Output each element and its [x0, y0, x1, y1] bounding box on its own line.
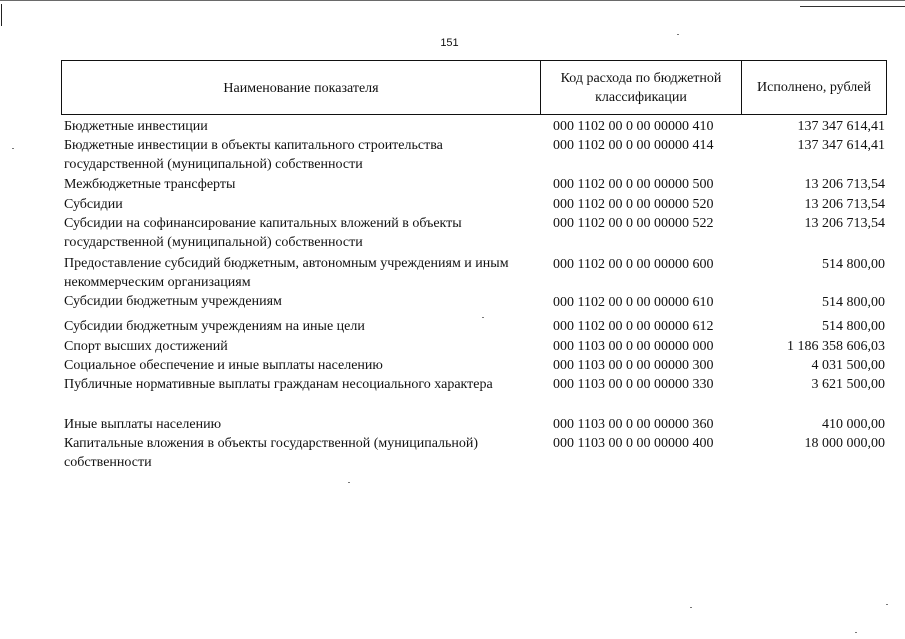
row-name: Иные выплаты населению	[64, 417, 222, 432]
row-amount: 410 000,00	[822, 417, 885, 432]
row-name: Капитальные вложения в объекты государственной (муниципальной) собственности	[64, 436, 479, 470]
row-code: 000 1102 00 0 00 00000 522	[553, 216, 714, 231]
row-amount: 514 800,00	[822, 257, 885, 272]
scan-speck	[348, 482, 350, 483]
row-code: 000 1103 00 0 00 00000 360	[553, 417, 714, 432]
row-amount: 13 206 713,54	[804, 197, 885, 212]
row-code: 000 1103 00 0 00 00000 000	[553, 339, 714, 354]
row-amount: 4 031 500,00	[811, 358, 885, 373]
row-code: 000 1102 00 0 00 00000 520	[553, 197, 714, 212]
column-header-executed: Исполнено, рублей	[757, 80, 871, 95]
row-amount: 18 000 000,00	[804, 436, 885, 451]
row-name: Субсидии на софинансирование капитальных вложений в объекты государственной (муниципальной) собственности	[64, 216, 462, 250]
row-amount: 514 800,00	[822, 295, 885, 310]
row-amount: 137 347 614,41	[797, 138, 885, 153]
row-code: 000 1102 00 0 00 00000 612	[553, 319, 714, 334]
row-name: Бюджетные инвестиции в объекты капитального строительства государственной (муниципальной) собственности	[64, 138, 443, 172]
scan-speck	[855, 632, 857, 633]
page-number: 151	[440, 37, 459, 49]
row-code: 000 1102 00 0 00 00000 410	[553, 119, 714, 134]
row-name: Межбюджетные трансферты	[64, 177, 236, 192]
row-code: 000 1102 00 0 00 00000 600	[553, 257, 714, 272]
row-name: Субсидии бюджетным учреждениям	[64, 294, 282, 309]
row-amount: 1 186 358 606,03	[787, 339, 885, 354]
row-amount: 514 800,00	[822, 319, 885, 334]
scan-speck	[677, 34, 679, 35]
scan-speck	[12, 148, 14, 149]
row-name: Субсидии бюджетным учреждениям на иные цели	[64, 319, 365, 334]
row-name: Предоставление субсидий бюджетным, автономным учреждениям и иным некоммерческим организациям	[64, 256, 509, 290]
scan-edge-mark	[1, 4, 2, 26]
row-code: 000 1103 00 0 00 00000 300	[553, 358, 714, 373]
scan-speck	[886, 604, 888, 605]
table-header	[61, 60, 887, 115]
row-amount: 13 206 713,54	[804, 177, 885, 192]
row-name: Бюджетные инвестиции	[64, 119, 208, 134]
row-code: 000 1103 00 0 00 00000 400	[553, 436, 714, 451]
row-code: 000 1102 00 0 00 00000 610	[553, 295, 714, 310]
row-amount: 13 206 713,54	[804, 216, 885, 231]
row-name: Социальное обеспечение и иные выплаты населению	[64, 358, 383, 373]
row-code: 000 1103 00 0 00 00000 330	[553, 377, 714, 392]
scan-speck	[690, 607, 692, 608]
row-code: 000 1102 00 0 00 00000 414	[553, 138, 714, 153]
scan-edge-line	[0, 0, 905, 1]
row-code: 000 1102 00 0 00 00000 500	[553, 177, 714, 192]
column-header-name: Наименование показателя	[62, 61, 541, 114]
row-amount: 137 347 614,41	[797, 119, 885, 134]
row-name: Субсидии	[64, 197, 123, 212]
row-name: Спорт высших достижений	[64, 339, 228, 354]
column-header-code: Код расхода по бюджетной классификации	[541, 61, 742, 114]
row-amount: 3 621 500,00	[811, 377, 885, 392]
row-name: Публичные нормативные выплаты гражданам несоциального характера	[64, 377, 493, 392]
scan-edge-mark	[800, 6, 905, 7]
